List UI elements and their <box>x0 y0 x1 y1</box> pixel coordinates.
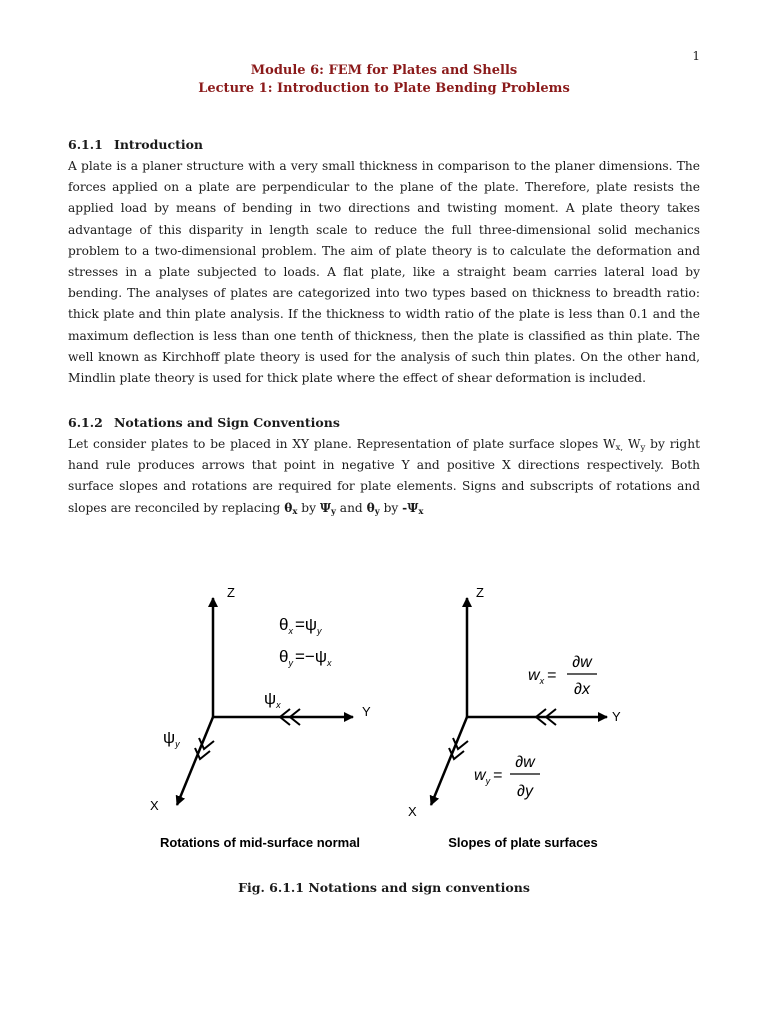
module-title: Module 6: FEM for Plates and Shells <box>250 63 518 78</box>
section-body: A plate is a planer structure with a very small thickness in comparison to the planer dimensions. The forces applied on a plate are perpendicular to the plane of the plate. Therefore, plate resists the applied load by means of bending in two directions and twisting moment. A plate theory takes advantage of this disparity in length scale to reduce the full three-dimensional solid mechanics problem to a two-dimensional problem. The aim of plate theory is to calculate the deformation and stresses in a plate subjected to loads. A flat plate, like a straight beam carries lateral load by bending. The analyses of plates are categorized into two types based on thickness to breadth ratio: thick plate and thin plate analysis. If the thickness to width ratio of the plate is less than 0.1 and the maximum deflection is less than one tenth of thickness, then the plate is classified as thin plate. The well known as Kirchhoff plate theory is used for the analysis of such thin plates. On the other hand, Mindlin plate theory is used for thick plate where the effect of shear deformation is included. <box>68 159 700 386</box>
section-number: 6.1.1 <box>68 137 103 152</box>
page-number: 1 <box>692 49 700 63</box>
section-introduction <box>68 137 700 389</box>
psi-y: $\Psi_y$ <box>319 500 336 517</box>
psi-x-label: $\psi_x$ <box>264 689 281 710</box>
theta-x: $\theta_x$ <box>284 500 298 517</box>
section-heading <box>68 137 700 153</box>
axis-x-label: X <box>408 804 417 819</box>
axis-x-label: X <box>150 798 159 813</box>
section-notations <box>68 415 700 519</box>
svg-text:∂w: ∂w <box>572 654 592 671</box>
svg-text:∂x: ∂x <box>574 681 590 698</box>
svg-text:wy=: $w_y$ = <box>474 767 503 786</box>
section-body: Let consider plates to be placed in XY plane. Representation of plate surface slopes $W_{x,}$ $W_y$ by right hand rule produces arrows that point in negative Y and positive X directions respectively. Both surface slopes and rotations are required for plate elements. Signs and subscripts of rotations and slopes are reconciled by replacing $\theta_x$ by $\Psi_y$ and $\theta_y$ by $-\Psi_x$ <box>68 437 700 517</box>
notation-figure <box>0 560 768 880</box>
neg-psi-x: $-\Psi_x$ <box>402 500 424 517</box>
svg-text:∂y: ∂y <box>517 783 533 800</box>
wy-equation <box>474 754 540 800</box>
x-axis <box>431 717 467 805</box>
section-number: 6.1.2 <box>68 415 103 430</box>
title-block <box>0 62 768 98</box>
svg-text:wx=: $w_x$ = <box>528 667 557 686</box>
equation-2: $\theta_y =-\psi_x$ <box>279 647 332 668</box>
axis-y-label: Y <box>362 704 371 719</box>
axis-z-label: Z <box>476 585 484 600</box>
right-panel-label: Slopes of plate surfaces <box>448 835 598 850</box>
wx-equation <box>528 654 597 698</box>
axis-z-label: Z <box>227 585 235 600</box>
equation-1: $\theta_x =\psi_y$ <box>279 615 322 636</box>
x-axis <box>177 717 213 805</box>
axis-y-label: Y <box>612 709 621 724</box>
svg-text:∂w: ∂w <box>515 754 535 771</box>
section-title: Notations and Sign Conventions <box>114 415 340 430</box>
section-heading <box>68 415 700 431</box>
lecture-title: Lecture 1: Introduction to Plate Bending Problems <box>198 81 570 96</box>
figure-caption: Fig. 6.1.1 Notations and sign conventions <box>238 880 530 895</box>
psi-y-label: $\psi_y$ <box>163 728 180 749</box>
theta-y: $\theta_y$ <box>366 500 380 517</box>
left-panel-label: Rotations of mid-surface normal <box>159 835 361 850</box>
section-title: Introduction <box>114 137 204 152</box>
